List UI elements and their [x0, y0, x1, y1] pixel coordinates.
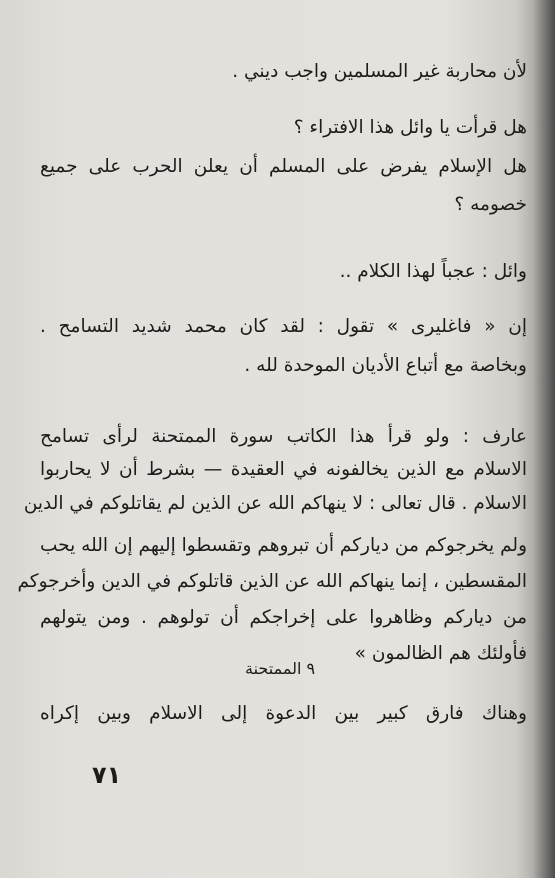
verse-reference: ٩ الممتحنة [245, 659, 316, 678]
text-line-9: الاسلام مع الذين يخالفونه في العقيدة — بشرط أن لا يحاربوا [40, 459, 527, 480]
text-line-7: وبخاصة مع أتباع الأديان الموحدة لله . [244, 355, 527, 376]
text-line-8: عارف : ولو قرأ هذا الكاتب سورة الممتحنة لرأى تسامح [40, 426, 527, 447]
text-line-4: خصومه ؟ [454, 194, 527, 215]
text-line-15: وهناك فارق كبير بين الدعوة إلى الاسلام وبين إكراه [40, 703, 527, 724]
text-line-6: إن « فاغليرى » تقول : لقد كان محمد شديد التسامح . [40, 316, 527, 337]
text-line-1: لأن محاربة غير المسلمين واجب ديني . [232, 61, 527, 82]
text-line-10: الاسلام . قال تعالى : لا ينهاكم الله عن الذين لم يقاتلوكم في الدين [23, 493, 527, 514]
text-line-2: هل قرأت يا وائل هذا الافتراء ؟ [293, 117, 527, 138]
page-number: ٧١ [92, 761, 122, 789]
book-spine-shadow [533, 0, 555, 878]
text-line-11: ولم يخرجوكم من دياركم أن تبروهم وتقسطوا إليهم إن الله يحب [40, 535, 527, 556]
text-line-13: من دياركم وظاهروا على إخراجكم أن تولوهم . ومن يتولهم [40, 607, 527, 628]
text-line-12: المقسطين ، إنما ينهاكم الله عن الذين قاتلوكم في الدين وأخرجوكم [17, 571, 527, 592]
text-line-5: وائل : عجباً لهذا الكلام .. [339, 261, 527, 282]
text-line-14: فأولئك هم الظالمون » [354, 643, 527, 664]
text-line-3: هل الإسلام يفرض على المسلم أن يعلن الحرب على جميع [40, 156, 527, 177]
